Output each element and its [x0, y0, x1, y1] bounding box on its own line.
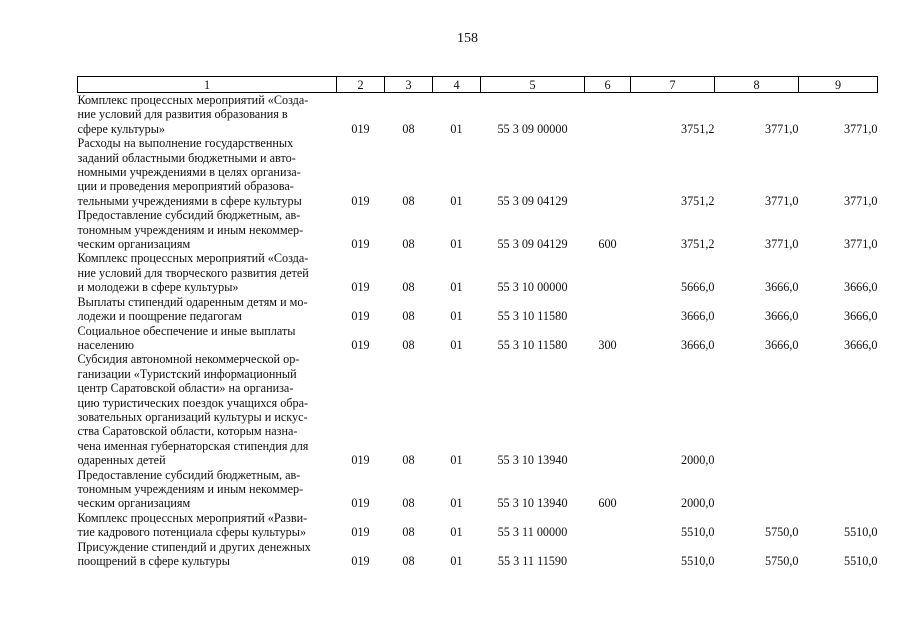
section-code: 08 — [402, 337, 415, 352]
description-line: ции и проведения мероприятий образова- — [77, 179, 294, 194]
section-code: 08 — [402, 121, 415, 136]
admin-code: 019 — [351, 237, 370, 252]
amount-col-8: 3666,0 — [764, 280, 799, 295]
section-code: 08 — [402, 496, 415, 511]
description-line: ства Саратовской области, которым назна- — [77, 424, 298, 439]
budget-table — [77, 76, 878, 568]
target-article-code: 55 3 10 13940 — [497, 496, 568, 511]
admin-code: 019 — [351, 309, 370, 324]
amount-col-9 — [799, 468, 878, 511]
admin-code: 019 — [351, 121, 370, 136]
amount-col-7: 3751,2 — [680, 237, 715, 252]
description-line: ческим организациям — [77, 496, 191, 511]
column-header: 1 — [78, 77, 337, 93]
row-description — [78, 324, 337, 353]
description-line: номными учреждениями в целях организа- — [77, 165, 301, 180]
admin-code: 019 — [351, 453, 370, 468]
description-line: Предоставление субсидий бюджетным, ав- — [77, 467, 301, 482]
table-row — [78, 540, 878, 569]
target-article-code: 55 3 10 00000 — [497, 280, 568, 295]
amount-col-7: 3666,0 — [680, 337, 715, 352]
row-description — [78, 295, 337, 324]
description-line: тономным учреждениям и иным некоммер- — [77, 481, 304, 496]
description-line: одаренных детей — [77, 453, 166, 468]
table-row — [78, 93, 878, 137]
section-code: 08 — [402, 525, 415, 540]
description-line: цию туристических поездок учащихся обра- — [77, 395, 309, 410]
description-line: ние условий для творческого развития детей — [77, 265, 309, 280]
description-line: лодежи и поощрение педагогам — [77, 309, 242, 324]
expense-type-code — [585, 251, 631, 294]
column-header: 2 — [337, 77, 385, 93]
row-description — [78, 251, 337, 294]
column-number-header — [78, 77, 878, 93]
description-line: Присуждение стипендий и других денежных — [77, 539, 311, 554]
description-line: заданий областными бюджетными и авто- — [77, 150, 296, 165]
section-code: 08 — [402, 453, 415, 468]
amount-col-9: 3666,0 — [843, 280, 878, 295]
table-row — [78, 511, 878, 540]
amount-col-8: 5750,0 — [764, 554, 799, 568]
description-line: Субсидия автономной некоммерческой ор- — [77, 352, 300, 367]
amount-col-7: 3666,0 — [680, 309, 715, 324]
description-line: Комплекс процессных мероприятий «Созда- — [77, 251, 309, 266]
section-code: 08 — [402, 237, 415, 252]
target-article-code: 55 3 09 04129 — [497, 193, 568, 208]
column-header: 6 — [585, 77, 631, 93]
amount-col-9: 3771,0 — [843, 193, 878, 208]
row-description — [78, 511, 337, 540]
expense-type-code — [585, 295, 631, 324]
table-row — [78, 352, 878, 467]
description-line: тономным учреждениям и иным некоммер- — [77, 222, 304, 237]
expense-type-code — [585, 136, 631, 208]
subsection-code: 01 — [450, 554, 463, 568]
amount-col-8 — [715, 352, 799, 467]
amount-col-9: 5510,0 — [843, 525, 878, 540]
description-line: поощрений в сфере культуры — [77, 554, 230, 568]
amount-col-9: 3771,0 — [843, 237, 878, 252]
section-code: 08 — [402, 309, 415, 324]
description-line: ческим организациям — [77, 237, 191, 252]
amount-col-7: 2000,0 — [680, 496, 715, 511]
target-article-code: 55 3 10 11580 — [497, 309, 568, 324]
amount-col-8 — [715, 468, 799, 511]
amount-col-9: 5510,0 — [843, 554, 878, 568]
subsection-code: 01 — [450, 121, 463, 136]
description-line: населению — [77, 337, 135, 352]
expense-type-code: 300 — [598, 337, 617, 352]
amount-col-7: 3751,2 — [680, 121, 715, 136]
description-line: Социальное обеспечение и иные выплаты — [77, 323, 296, 338]
expense-type-code — [585, 93, 631, 137]
target-article-code: 55 3 11 11590 — [497, 554, 568, 568]
row-description — [78, 540, 337, 569]
amount-col-9: 3666,0 — [843, 337, 878, 352]
description-line: сфере культуры» — [77, 121, 166, 136]
description-line: тие кадрового потенциала сферы культуры» — [77, 525, 307, 540]
description-line: чена именная губернаторская стипендия для — [77, 438, 309, 453]
expense-type-code: 600 — [598, 237, 617, 252]
admin-code: 019 — [351, 280, 370, 295]
amount-col-8: 5750,0 — [764, 525, 799, 540]
column-header: 8 — [715, 77, 799, 93]
subsection-code: 01 — [450, 337, 463, 352]
section-code: 08 — [402, 193, 415, 208]
expense-type-code — [585, 540, 631, 569]
target-article-code: 55 3 10 11580 — [497, 337, 568, 352]
column-header: 5 — [481, 77, 585, 93]
admin-code: 019 — [351, 193, 370, 208]
column-header: 7 — [631, 77, 715, 93]
table-row — [78, 208, 878, 251]
target-article-code: 55 3 10 13940 — [497, 453, 568, 468]
amount-col-9 — [799, 352, 878, 467]
amount-col-7: 3751,2 — [680, 193, 715, 208]
description-line: ганизации «Туристский информационный — [77, 366, 297, 381]
description-line: Комплекс процессных мероприятий «Разви- — [77, 510, 308, 525]
target-article-code: 55 3 11 00000 — [497, 525, 568, 540]
subsection-code: 01 — [450, 496, 463, 511]
target-article-code: 55 3 09 04129 — [497, 237, 568, 252]
table-row — [78, 136, 878, 208]
amount-col-8: 3771,0 — [764, 193, 799, 208]
table-row — [78, 324, 878, 353]
amount-col-9: 3666,0 — [843, 309, 878, 324]
section-code: 08 — [402, 554, 415, 568]
description-line: Расходы на выполнение государственных — [77, 136, 294, 151]
table-row — [78, 295, 878, 324]
section-code: 08 — [402, 280, 415, 295]
expense-type-code: 600 — [598, 496, 617, 511]
amount-col-8: 3666,0 — [764, 309, 799, 324]
page-number: 158 — [457, 31, 478, 46]
amount-col-7: 5510,0 — [680, 525, 715, 540]
description-line: тельными учреждениями в сфере культуры — [77, 193, 302, 208]
column-header: 4 — [433, 77, 481, 93]
admin-code: 019 — [351, 337, 370, 352]
row-description — [78, 468, 337, 511]
description-line: Предоставление субсидий бюджетным, ав- — [77, 208, 301, 223]
description-line: центр Саратовской области» на организа- — [77, 381, 294, 396]
admin-code: 019 — [351, 496, 370, 511]
subsection-code: 01 — [450, 280, 463, 295]
subsection-code: 01 — [450, 309, 463, 324]
row-description — [78, 352, 337, 467]
table-body — [78, 93, 878, 569]
amount-col-8: 3771,0 — [764, 237, 799, 252]
subsection-code: 01 — [450, 525, 463, 540]
admin-code: 019 — [351, 525, 370, 540]
description-line: ние условий для развития образования в — [77, 107, 288, 122]
column-header: 3 — [385, 77, 433, 93]
amount-col-7: 5510,0 — [680, 554, 715, 568]
amount-col-8: 3771,0 — [764, 121, 799, 136]
expense-type-code — [585, 352, 631, 467]
description-line: Выплаты стипендий одаренным детям и мо- — [77, 294, 308, 309]
row-description — [78, 208, 337, 251]
description-line: зовательных организаций культуры и искус- — [77, 409, 308, 424]
amount-col-7: 5666,0 — [680, 280, 715, 295]
table-row — [78, 251, 878, 294]
description-line: и молодежи в сфере культуры» — [77, 280, 239, 295]
column-header: 9 — [799, 77, 878, 93]
amount-col-7: 2000,0 — [680, 453, 715, 468]
row-description — [78, 136, 337, 208]
subsection-code: 01 — [450, 193, 463, 208]
expense-type-code — [585, 511, 631, 540]
amount-col-8: 3666,0 — [764, 337, 799, 352]
table-row — [78, 468, 878, 511]
subsection-code: 01 — [450, 453, 463, 468]
target-article-code: 55 3 09 00000 — [497, 121, 568, 136]
description-line: Комплекс процессных мероприятий «Созда- — [77, 93, 309, 107]
amount-col-9: 3771,0 — [843, 121, 878, 136]
row-description — [78, 93, 337, 137]
admin-code: 019 — [351, 554, 370, 568]
subsection-code: 01 — [450, 237, 463, 252]
